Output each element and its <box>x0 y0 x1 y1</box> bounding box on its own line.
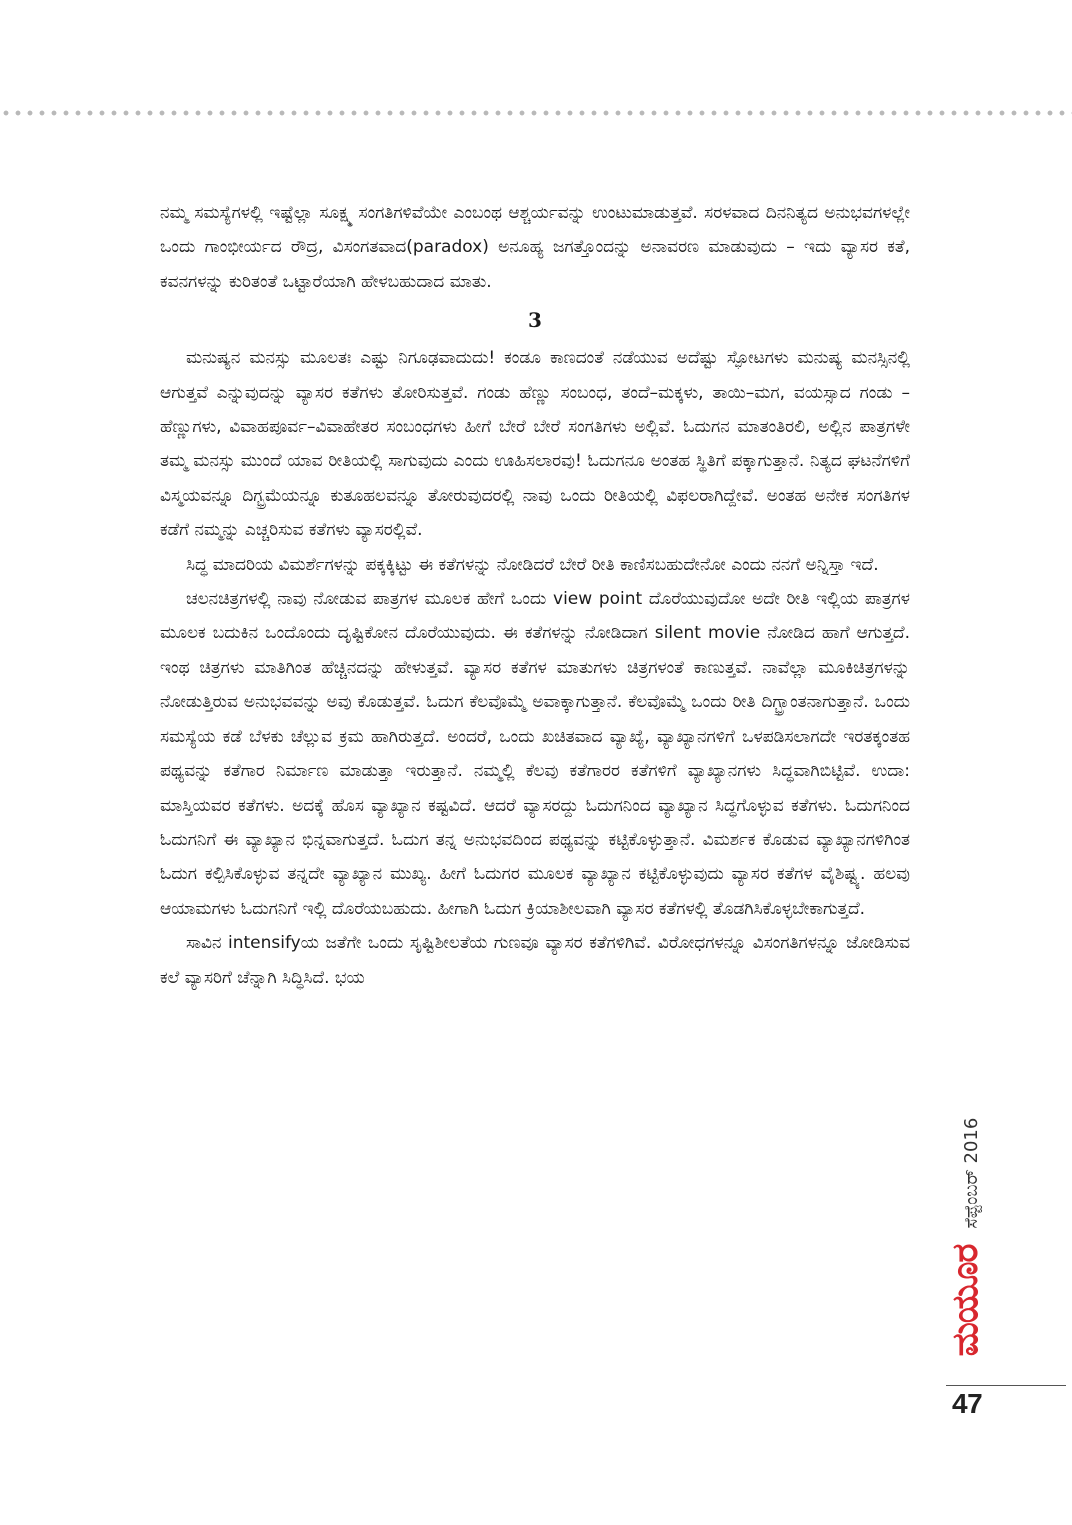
paragraph: ಮನುಷ್ಯನ ಮನಸ್ಸು ಮೂಲತಃ ಎಷ್ಟು ನಿಗೂಢವಾದುದು! ಕಂಡೂ ಕಾಣದಂತೆ ನಡೆಯುವ ಅದೆಷ್ಟು ಸ್ಫೋಟಗಳು ಮನುಷ್ಯ ಮನಸ್ಸಿನಲ್ಲಿ ಆಗುತ್ತವೆ ಎನ್ನುವುದನ್ನು ವ್ಯಾಸರ ಕತೆಗಳು ತೋರಿಸುತ್ತವೆ. ಗಂಡು ಹೆಣ್ಣು ಸಂಬಂಧ, ತಂದೆ–ಮಕ್ಕಳು, ತಾಯಿ–ಮಗ, ವಯಸ್ಸಾದ ಗಂಡು –ಹೆಣ್ಣುಗಳು, ವಿವಾಹಪೂರ್ವ–ವಿವಾಹೇತರ ಸಂಬಂಧಗಳು ಹೀಗೆ ಬೇರೆ ಬೇರೆ ಸಂಗತಿಗಳು ಅಲ್ಲಿವೆ. ಓದುಗನ ಮಾತಂತಿರಲಿ, ಅಲ್ಲಿನ ಪಾತ್ರಗಳೇ ತಮ್ಮ ಮನಸ್ಸು ಮುಂದೆ ಯಾವ ರೀತಿಯಲ್ಲಿ ಸಾಗುವುದು ಎಂದು ಊಹಿಸಲಾರವು! ಓದುಗನೂ ಅಂತಹ ಸ್ಥಿತಿಗೆ ಪಕ್ಕಾಗುತ್ತಾನೆ. ನಿತ್ಯದ ಘಟನೆಗಳಿಗೆ ವಿಸ್ಮಯವನ್ನೂ ದಿಗ್ಭ್ರಮೆಯನ್ನೂ ಕುತೂಹಲವನ್ನೂ ತೋರುವುದರಲ್ಲಿ ನಾವು ಒಂದು ರೀತಿಯಲ್ಲಿ ವಿಫಲರಾಗಿದ್ದೇವೆ. ಅಂತಹ ಅನೇಕ ಸಂಗತಿಗಳ ಕಡೆಗೆ ನಮ್ಮನ್ನು ಎಚ್ಚರಿಸುವ ಕತೆಗಳು ವ್ಯಾಸರಲ್ಲಿವೆ. <box>160 348 910 541</box>
footer-rule <box>946 1385 1066 1386</box>
issue-date: ಸೆಪ್ಟೆಂಬರ್ 2016 <box>961 1117 982 1229</box>
magazine-brand-strip <box>946 1092 986 1382</box>
paragraph: ಸಾವಿನ intensifyಯ ಜತೆಗೇ ಒಂದು ಸೃಷ್ಟಿಶೀಲತೆಯ ಗುಣವೂ ವ್ಯಾಸರ ಕತೆಗಳಿಗಿವೆ. ವಿರೋಧಗಳನ್ನೂ ವಿಸಂಗತಿಗಳನ್ನೂ ಜೋಡಿಸುವ ಕಲೆ ವ್ಯಾಸರಿಗೆ ಚೆನ್ನಾಗಿ ಸಿದ್ಧಿಸಿದೆ. ಭಯ <box>160 933 910 988</box>
magazine-logo: ಮಯೂರ <box>945 1244 986 1357</box>
paragraph: ಸಿದ್ಧ ಮಾದರಿಯ ವಿಮರ್ಶೆಗಳನ್ನು ಪಕ್ಕಕ್ಕಿಟ್ಟು ಈ ಕತೆಗಳನ್ನು ನೋಡಿದರೆ ಬೇರೆ ರೀತಿ ಕಾಣಿಸಬಹುದೇನೋ ಎಂದು ನನಗೆ ಅನ್ನಿಸ್ತಾ ಇದೆ. <box>186 554 879 575</box>
paragraph: ಚಲನಚಿತ್ರಗಳಲ್ಲಿ ನಾವು ನೋಡುವ ಪಾತ್ರಗಳ ಮೂಲಕ ಹೇಗೆ ಒಂದು view point ದೊರೆಯುವುದೋ ಅದೇ ರೀತಿ ಇಲ್ಲಿಯ ಪಾತ್ರಗಳ ಮೂಲಕ ಬದುಕಿನ ಒಂದೊಂದು ದೃಷ್ಟಿಕೋನ ದೊರೆಯುವುದು. ಈ ಕತೆಗಳನ್ನು ನೋಡಿದಾಗ silent movie ನೋಡಿದ ಹಾಗೆ ಆಗುತ್ತದೆ. ಇಂಥ ಚಿತ್ರಗಳು ಮಾತಿಗಿಂತ ಹೆಚ್ಚಿನದನ್ನು ಹೇಳುತ್ತವೆ. ವ್ಯಾಸರ ಕತೆಗಳ ಮಾತುಗಳು ಚಿತ್ರಗಳಂತೆ ಕಾಣುತ್ತವೆ. ನಾವೆಲ್ಲಾ ಮೂಕಿಚಿತ್ರಗಳನ್ನು ನೋಡುತ್ತಿರುವ ಅನುಭವವನ್ನು ಅವು ಕೊಡುತ್ತವೆ. ಓದುಗ ಕೆಲವೊಮ್ಮೆ ಅವಾಕ್ಕಾಗುತ್ತಾನೆ. ಕೆಲವೊಮ್ಮೆ ಒಂದು ರೀತಿ ದಿಗ್ಭ್ರಾಂತನಾಗುತ್ತಾನೆ. ಒಂದು ಸಮಸ್ಯೆಯ ಕಡೆ ಬೆಳಕು ಚೆಲ್ಲುವ ಕ್ರಮ ಹಾಗಿರುತ್ತದೆ. ಅಂದರೆ, ಒಂದು ಖಚಿತವಾದ ವ್ಯಾಖ್ಯೆ, ವ್ಯಾಖ್ಯಾನಗಳಿಗೆ ಒಳಪಡಿಸಲಾಗದೇ ಇರತಕ್ಕಂತಹ ಪಥ್ಯವನ್ನು ಕತೆಗಾರ ನಿರ್ಮಾಣ ಮಾಡುತ್ತಾ ಇರುತ್ತಾನೆ. ನಮ್ಮಲ್ಲಿ ಕೆಲವು ಕತೆಗಾರರ ಕತೆಗಳಿಗೆ ವ್ಯಾಖ್ಯಾನಗಳು ಸಿದ್ಧವಾಗಿಬಿಟ್ಟಿವೆ. ಉದಾ: ಮಾಸ್ತಿಯವರ ಕತೆಗಳು. ಅದಕ್ಕೆ ಹೊಸ ವ್ಯಾಖ್ಯಾನ ಕಷ್ಟವಿದೆ. ಆದರೆ ವ್ಯಾಸರದ್ದು ಓದುಗನಿಂದ ವ್ಯಾಖ್ಯಾನ ಸಿದ್ಧಗೊಳ್ಳುವ ಕತೆಗಳು. ಓದುಗನಿಂದ ಓದುಗನಿಗೆ ಈ ವ್ಯಾಖ್ಯಾನ ಭಿನ್ನವಾಗುತ್ತದೆ. ಓದುಗ ತನ್ನ ಅನುಭವದಿಂದ ಪಥ್ಯವನ್ನು ಕಟ್ಟಿಕೊಳ್ಳುತ್ತಾನೆ. ವಿಮರ್ಶಕ ಕೊಡುವ ವ್ಯಾಖ್ಯಾನಗಳಿಗಿಂತ ಓದುಗ ಕಲ್ಪಿಸಿಕೊಳ್ಳುವ ತನ್ನದೇ ವ್ಯಾಖ್ಯಾನ ಮುಖ್ಯ. ಹೀಗೆ ಓದುಗರ ಮೂಲಕ ವ್ಯಾಖ್ಯಾನ ಕಟ್ಟಿಕೊಳ್ಳುವುದು ವ್ಯಾಸರ ಕತೆಗಳ ವೈಶಿಷ್ಟ್ಯ. ಹಲವು ಆಯಾಮಗಳು ಓದುಗನಿಗೆ ಇಲ್ಲಿ ದೊರೆಯಬಹುದು. ಹೀಗಾಗಿ ಓದುಗ ಕ್ರಿಯಾಶೀಲವಾಗಿ ವ್ಯಾಸರ ಕತೆಗಳಲ್ಲಿ ತೊಡಗಿಸಿಕೊಳ್ಳಬೇಕಾಗುತ್ತದೆ. <box>160 589 910 919</box>
paragraph: ನಮ್ಮ ಸಮಸ್ಯೆಗಳಲ್ಲಿ ಇಷ್ಟೆಲ್ಲಾ ಸೂಕ್ಷ್ಮ ಸಂಗತಿಗಳಿವೆಯೇ ಎಂಬಂಥ ಆಶ್ಚರ್ಯವನ್ನು ಉಂಟುಮಾಡುತ್ತವೆ. ಸರಳವಾದ ದಿನನಿತ್ಯದ ಅನುಭವಗಳಲ್ಲೇ ಒಂದು ಗಾಂಭೀರ್ಯದ ರೌದ್ರ, ವಿಸಂಗತವಾದ(paradox) ಅನೂಹ್ಯ ಜಗತ್ತೊಂದನ್ನು ಅನಾವರಣ ಮಾಡುವುದು – ಇದು ವ್ಯಾಸರ ಕತೆ, ಕವನಗಳನ್ನು ಕುರಿತಂತೆ ಒಟ್ಟಾರೆಯಾಗಿ ಹೇಳಬಹುದಾದ ಮಾತು. <box>160 203 910 292</box>
page-number: 47 <box>952 1388 983 1419</box>
top-dotted-rule <box>0 110 1072 116</box>
section-number: 3 <box>528 308 542 333</box>
article-body <box>160 196 910 995</box>
